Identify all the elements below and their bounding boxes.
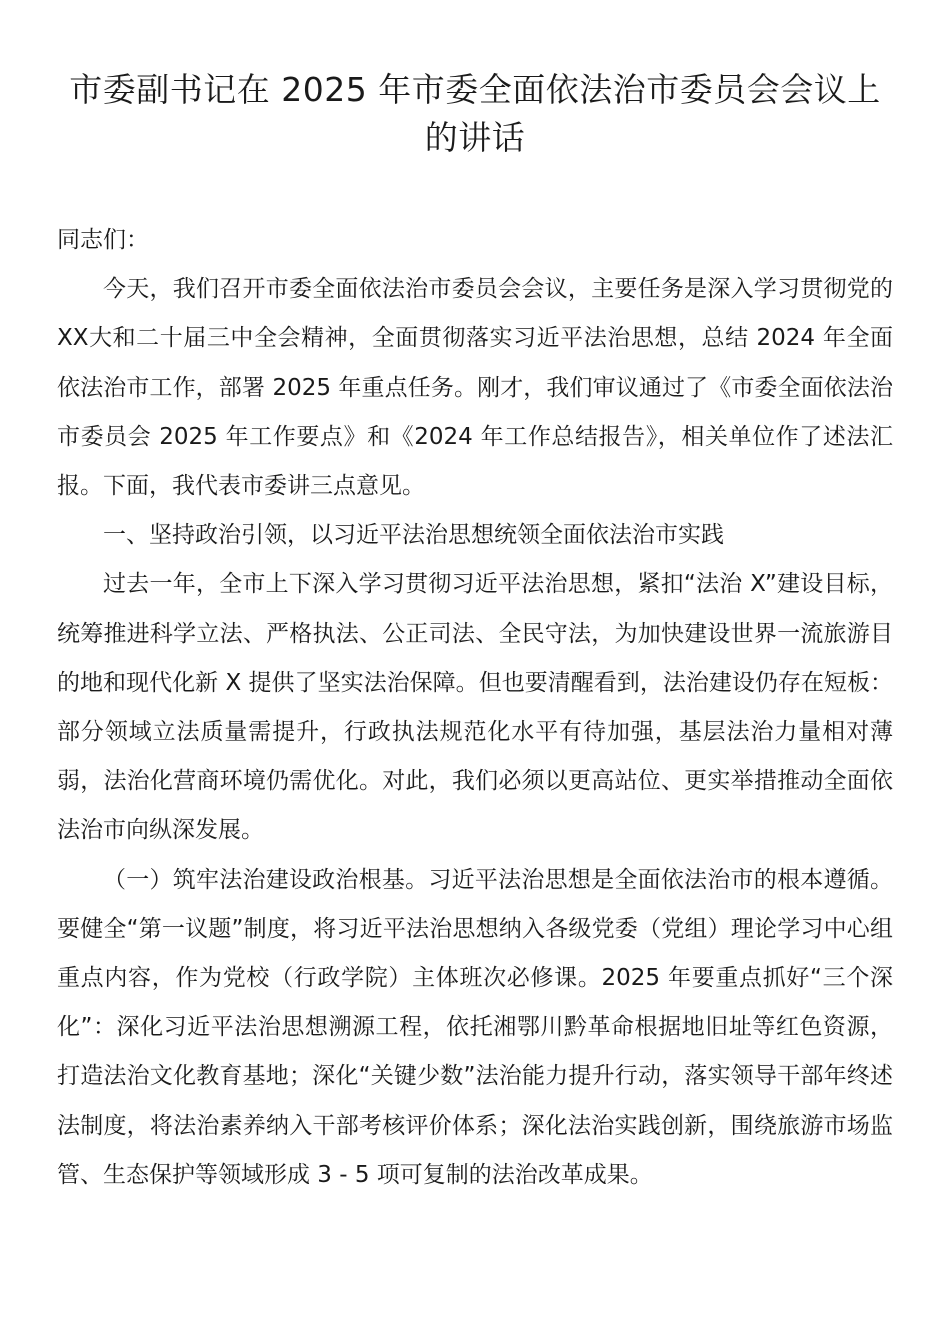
document-title: 市委副书记在 2025 年市委全面依法治市委员会会议上的讲话 (69, 70, 881, 157)
section-heading-1: 一、坚持政治引领，以习近平法治思想统领全面依法治市实践 (103, 522, 724, 549)
greeting: 同志们： (57, 227, 149, 253)
paragraph-subsection-1: （一）筑牢法治建设政治根基。习近平法治思想是全面依法治市的根本遵循。要健全“第一议题”制度，将习近平法治思想纳入各级党委（党组）理论学习中心组重点内容，作为党校（行政学院）主体班次必修课。2025 年要重点抓好“三个深化”：深化习近平法治思想溯源工程，依托湘鄂川黔革命根据地旧址等红色资源，打造法治文化教育基地；深化“关键少数”法治能力提升行动，落实领导干部年终述法制度，将法治素养纳入干部考核评价体系；深化法治实践创新，围绕旅游市场监管、生态保护等领域形成 3 - 5 项可复制的法治改革成果。 (57, 866, 893, 1188)
paragraph-opening: 今天，我们召开市委全面依法治市委员会会议，主要任务是深入学习贯彻党的XX大和二十届三中全会精神，全面贯彻落实习近平法治思想，总结 2024 年全面依法治市工作，部署 2025 年重点任务。刚才，我们审议通过了《市委全面依法治市委员会 2025 年工作要点》和《2024 年工作总结报告》，相关单位作了述法汇报。下面，我代表市委讲三点意见。 (57, 276, 893, 500)
document-body (57, 216, 893, 1200)
paragraph-review: 过去一年，全市上下深入学习贯彻习近平法治思想，紧扣“法治 X”建设目标，统筹推进科学立法、严格执法、公正司法、全民守法，为加快建设世界一流旅游目的地和现代化新 X 提供了坚实法治保障。但也要清醒看到，法治建设仍存在短板：部分领域立法质量需提升，行政执法规范化水平有待加强，基层法治力量相对薄弱，法治化营商环境仍需优化。对此，我们必须以更高站位、更实举措推动全面依法治市向纵深发展。 (57, 571, 893, 844)
